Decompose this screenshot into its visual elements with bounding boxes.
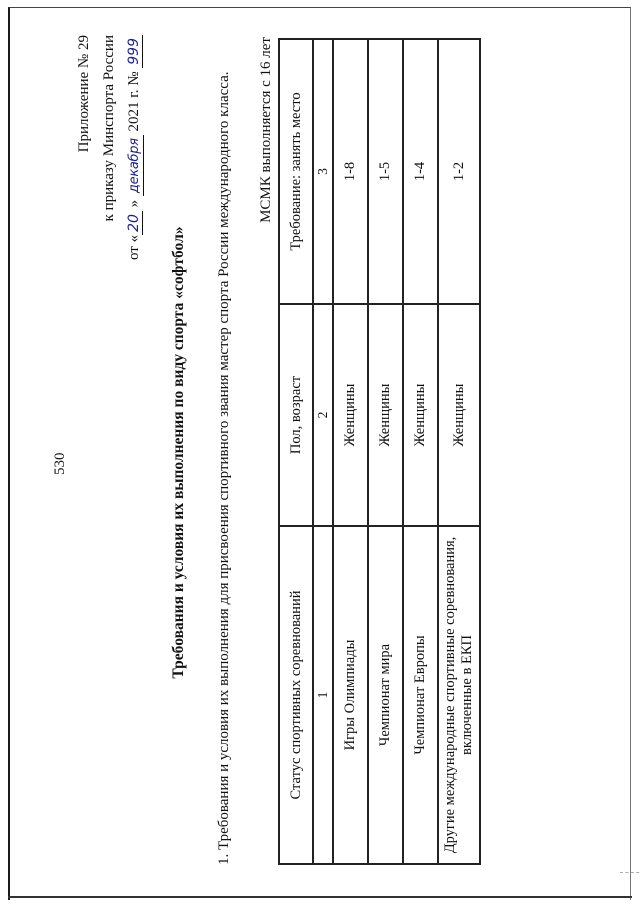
cell-place: 1-2 xyxy=(438,39,480,304)
cell-gender: Женщины xyxy=(368,304,403,526)
approval-block xyxy=(72,35,147,345)
cell-status: Игры Олимпиады xyxy=(333,526,368,864)
header-requirement: Требование: занять место xyxy=(279,39,313,304)
cell-place: 1-5 xyxy=(368,39,403,304)
approval-line-date xyxy=(122,35,147,345)
column-number: 3 xyxy=(313,39,333,304)
table-row xyxy=(333,39,368,864)
approval-line-appendix: Приложение № 29 xyxy=(76,35,92,153)
table-column-numbers xyxy=(313,39,333,864)
age-note: МСМК выполняется с 16 лет xyxy=(258,37,274,223)
cell-place: 1-8 xyxy=(333,39,368,304)
handwritten-order-number: 999 xyxy=(126,35,143,68)
page-number: 530 xyxy=(52,452,68,475)
scan-artifact-mark xyxy=(620,871,640,873)
table-row xyxy=(368,39,403,864)
cell-place: 1-4 xyxy=(403,39,438,304)
handwritten-month: декабря xyxy=(127,135,144,196)
cell-status: Чемпионат мира xyxy=(368,526,403,864)
cell-status: Чемпионат Европы xyxy=(403,526,438,864)
document-title: Требования и условия их выполнения по виду спорта «софтбол» xyxy=(170,226,187,679)
date-quote-close: » xyxy=(126,199,142,208)
column-number: 2 xyxy=(313,304,333,526)
intro-paragraph: 1. Требования и условия их выполнения для присвоения спортивного звания мастер спорта России международного класса. xyxy=(216,71,232,865)
header-gender-age: Пол, возраст xyxy=(279,304,313,526)
date-year: 2021 г. № xyxy=(126,71,142,132)
column-number: 1 xyxy=(313,526,333,864)
table-row xyxy=(438,39,480,864)
cell-gender: Женщины xyxy=(403,304,438,526)
table-row xyxy=(403,39,438,864)
date-prefix: от « xyxy=(126,234,142,260)
cell-status: Другие международные спортивные соревнования, включенные в ЕКП xyxy=(438,526,480,864)
cell-gender: Женщины xyxy=(333,304,368,526)
header-status: Статус спортивных соревнований xyxy=(279,526,313,864)
cell-gender: Женщины xyxy=(438,304,480,526)
table-header-row xyxy=(279,39,313,864)
handwritten-day: 20 xyxy=(126,211,143,235)
requirements-table xyxy=(278,38,481,865)
approval-line-order: к приказу Минспорта России xyxy=(101,35,117,222)
